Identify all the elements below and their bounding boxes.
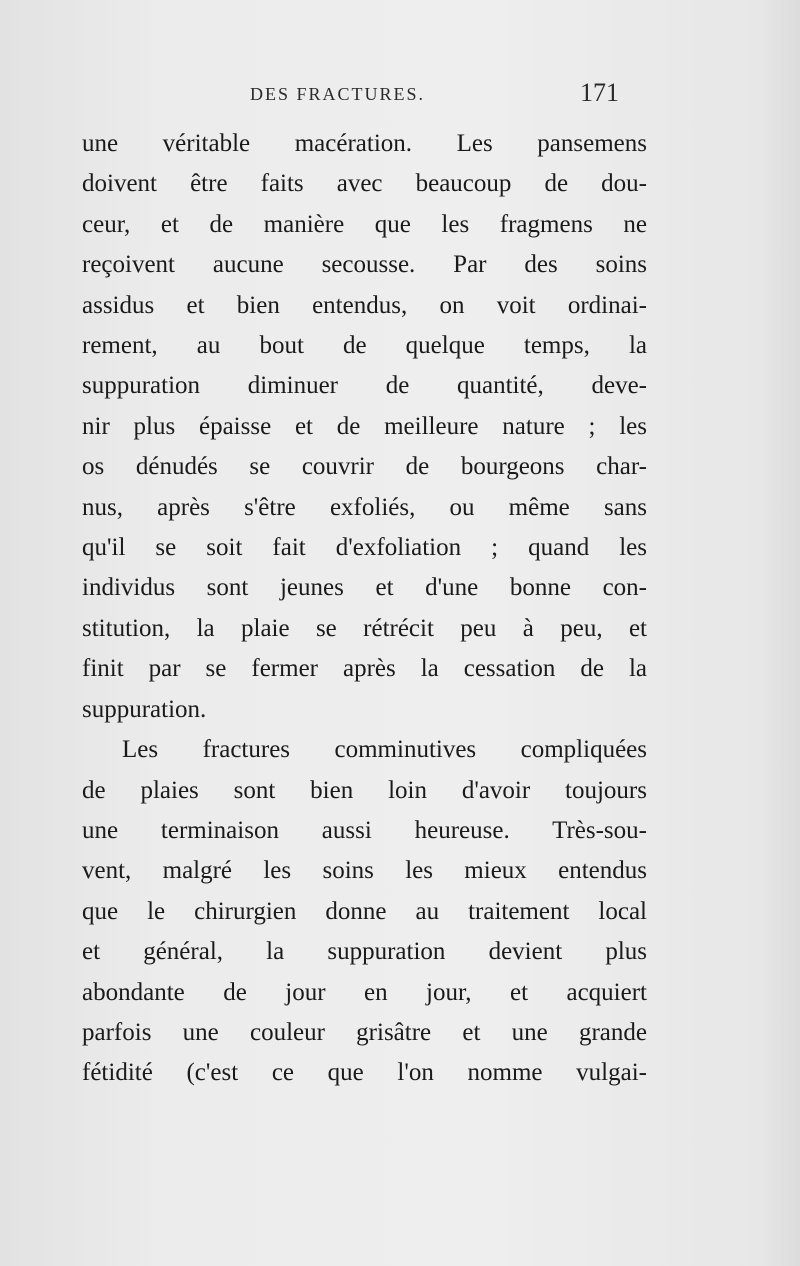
text-line: finit par se fermer après la cessation de la [82,655,647,683]
paragraph-start-line: Les fractures comminutives compliquées [122,736,647,764]
text-line: nir plus épaisse et de meilleure nature ; les [82,412,647,440]
text-line: une terminaison aussi heureuse. Très-sou- [82,816,647,844]
running-title: DES FRACTURES. [250,84,426,104]
text-line: assidus et bien entendus, on voit ordinai- [82,291,647,319]
text-line: une véritable macération. Les pansemens [82,130,647,157]
text-line: suppuration diminuer de quantité, deve- [82,372,647,400]
text-line: qu'il se soit fait d'exfoliation ; quand les [82,534,647,562]
text-line: fétidité (c'est ce que l'on nomme vulgai- [82,1059,647,1087]
text-line: et général, la suppuration devient plus [82,938,647,966]
body-text [82,124,647,1094]
text-line: abondante de jour en jour, et acquiert [82,978,647,1006]
text-line: que le chirurgien donne au traitement local [82,897,647,925]
text-line: reçoivent aucune secousse. Par des soins [82,251,647,279]
page-number: 171 [580,78,619,107]
text-line: doivent être faits avec beaucoup de dou- [82,170,647,198]
text-line: parfois une couleur grisâtre et une grande [82,1018,647,1046]
text-line: individus sont jeunes et d'une bonne con- [82,574,647,602]
text-line: os dénudés se couvrir de bourgeons char- [82,453,647,481]
text-line: rement, au bout de quelque temps, la [82,332,647,360]
text-line: stitution, la plaie se rétrécit peu à peu, et [82,614,647,642]
text-line: vent, malgré les soins les mieux entendus [82,857,647,885]
text-line: ceur, et de manière que les fragmens ne [82,210,647,238]
paragraph-end-line: suppuration. [82,695,207,723]
text-line: nus, après s'être exfoliés, ou même sans [82,493,647,521]
text-line: de plaies sont bien loin d'avoir toujours [82,776,647,804]
page-edge-shadow [760,0,800,1266]
